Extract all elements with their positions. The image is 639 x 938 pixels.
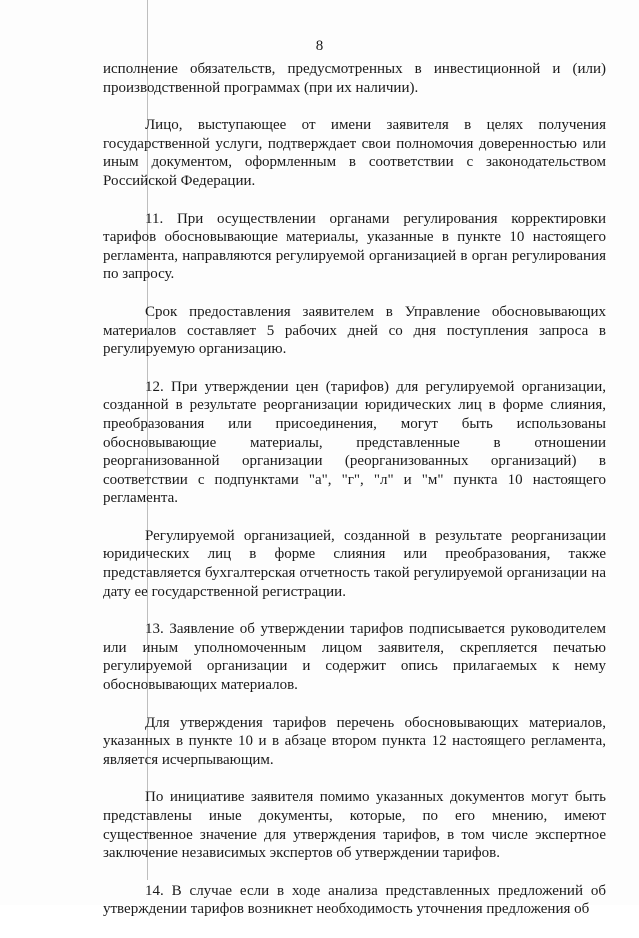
paragraph: Лицо, выступающее от имени заявителя в целях получения государственной услуги, подтверждает свои полномочия доверенностью или иным документом, оформленным в соответствии с законодательством Российской Федерации. (103, 117, 606, 189)
paragraph: По инициативе заявителя помимо указанных документов могут быть представлены иные документы, которые, по его мнению, имеют существенное значение для утверждения тарифов, в том числе экспертное заключение независимых экспертов об утверждении тарифов. (103, 789, 606, 862)
paragraph: Регулируемой организацией, созданной в результате реорганизации юридических лиц в форме слияния или преобразования, также представляется бухгалтерская отчетность такой регулируемой организации на дату ее государственной регистрации. (103, 527, 606, 600)
paragraph-item-12: 12. При утверждении цен (тарифов) для регулируемой организации, созданной в результате реорганизации юридических лиц в форме слияния, преобразования или присоединения, могут быть использованы обосновывающие материалы, представленные в отношении реорганизованной организации (реорганизованных организаций) в соответствии с подпунктами "а", "г", "л" и "м" пункта 10 настоящего регламента. (103, 378, 606, 507)
paragraph-item-11: 11. При осуществлении органами регулирования корректировки тарифов обосновывающие материалы, указанные в пункте 10 настоящего регламента, направляются регулируемой организацией в орган регулирования по запросу. (103, 210, 606, 283)
paragraph-item-14: 14. В случае если в ходе анализа представленных предложений об утверждении тарифов возникнет необходимость уточнения предложения об (103, 882, 606, 918)
paragraph: Для утверждения тарифов перечень обосновывающих материалов, указанных в пункте 10 и в абзаце втором пункта 12 настоящего регламента, является исчерпывающим. (103, 714, 606, 768)
page-number: 8 (315, 38, 324, 54)
document-body (103, 60, 606, 938)
paragraph-item-13: 13. Заявление об утверждении тарифов подписывается руководителем или иным уполномоченным лицом заявителя, скрепляется печатью регулируемой организации и содержит опись прилагаемых к нему обосновывающих материалов. (103, 621, 606, 694)
paragraph: Срок предоставления заявителем в Управление обосновывающих материалов составляет 5 рабочих дней со дня поступления запроса в регулируемую организацию. (103, 303, 606, 358)
paragraph-continuation: исполнение обязательств, предусмотренных в инвестиционной и (или) производственной программах (при их наличии). (103, 61, 606, 96)
